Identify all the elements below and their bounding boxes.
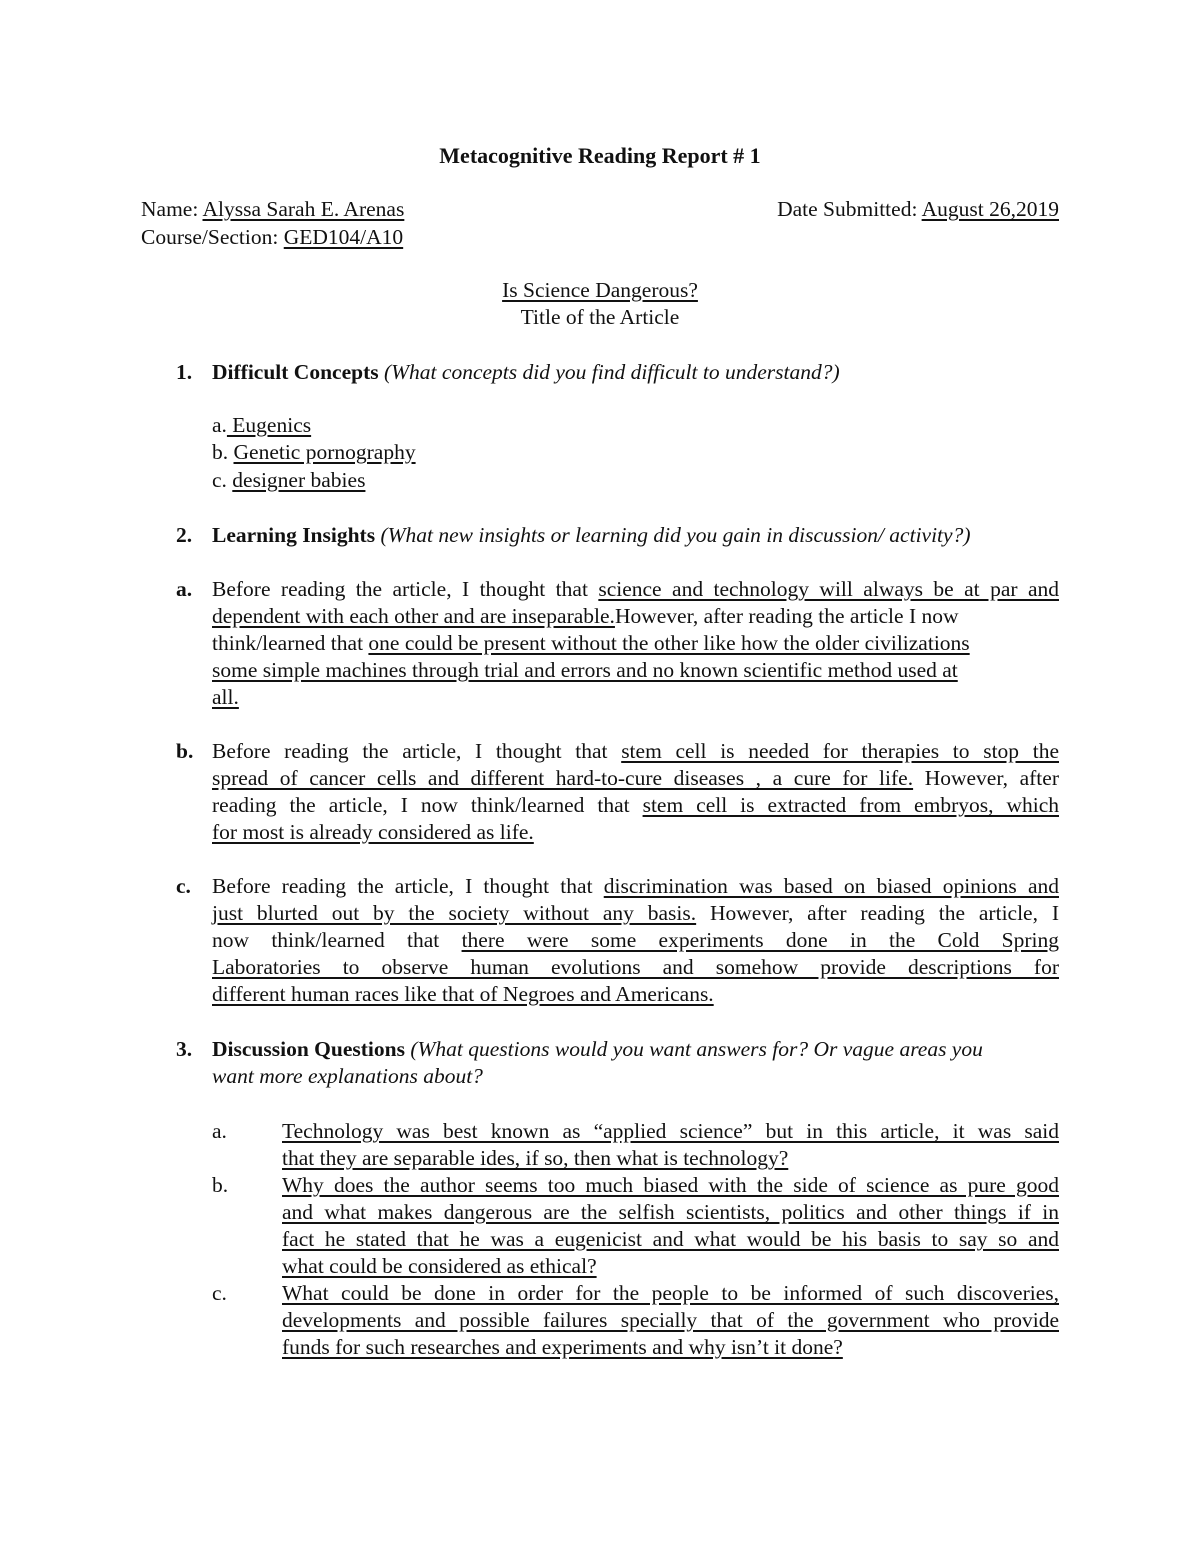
name-row [141,197,404,222]
insight-a-line-4: some simple machines through trial and errors and no known scientific method used at [212,658,958,682]
question-c-line-3: funds for such researches and experiments and why isn’t it done? [282,1335,843,1359]
name-value: Alyssa Sarah E. Arenas [202,197,405,221]
insight-a-line-1: Before reading the article, I thought that science and technology will always be at par and [212,577,1059,601]
section-1-number: 1. [176,360,193,384]
question-a-line-1: Technology was best known as “applied science” but in this article, it was said [282,1119,1059,1143]
insight-a-line-5: all. [212,685,239,709]
insight-c-line-2: just blurted out by the society without any basis. However, after reading the article, I [212,901,1059,925]
insight-b-line-1: Before reading the article, I thought that stem cell is needed for therapies to stop the [212,739,1059,763]
insight-b-line-3: reading the article, I now think/learned that stem cell is extracted from embryos, which [212,793,1059,817]
insight-c-line-3: now think/learned that there were some experiments done in the Cold Spring [212,928,1059,952]
question-a-line-2: that they are separable ides, if so, then what is technology? [282,1146,789,1170]
course-row [141,225,403,250]
name-label: Name: [141,197,203,221]
section-2-number: 2. [176,523,193,547]
section-1-heading: Difficult Concepts (What concepts did you find difficult to understand?) [212,360,840,384]
question-b-line-1: Why does the author seems too much biased with the side of science as pure good [282,1173,1059,1197]
question-a-label: a. [212,1119,227,1143]
insight-c-line-5: different human races like that of Negroes and Americans. [212,982,714,1006]
article-caption: Title of the Article [520,305,680,329]
question-c-label: c. [212,1281,227,1305]
insight-c-line-4: Laboratories to observe human evolutions and somehow provide descriptions for [212,955,1059,979]
article-title: Is Science Dangerous? [502,278,698,302]
insight-a-line-2: dependent with each other and are inseparable.However, after reading the article I now [212,604,959,628]
insight-a-line-3: think/learned that one could be present without the other like how the older civilizations [212,631,970,655]
question-c-line-2: developments and possible failures specially that of the government who provide [282,1308,1059,1332]
question-b-line-3: fact he stated that he was a eugenicist and what would be his basis to say so and [282,1227,1059,1251]
insight-b-line-2: spread of cancer cells and different hard-to-cure diseases , a cure for life. However, after [212,766,1059,790]
question-c-line-1: What could be done in order for the people to be informed of such discoveries, [282,1281,1059,1305]
date-label: Date Submitted: [777,197,922,221]
concept-item-b: b. Genetic pornography [212,440,416,464]
insight-b-line-4: for most is already considered as life. [212,820,534,844]
question-b-label: b. [212,1173,229,1197]
report-title: Metacognitive Reading Report # 1 [439,143,761,168]
insight-c-label: c. [176,874,191,898]
section-3-heading: Discussion Questions (What questions would you want answers for? Or vague areas you [212,1037,983,1061]
date-value: August 26,2019 [921,197,1059,221]
insight-a-label: a. [176,577,193,601]
section-2-heading: Learning Insights (What new insights or learning did you gain in discussion/ activity?) [212,523,971,547]
question-b-line-2: and what makes dangerous are the selfish scientists, politics and other things if in [282,1200,1059,1224]
section-3-prompt-line-2: want more explanations about? [212,1064,483,1088]
insight-b-label: b. [176,739,194,763]
insight-c-line-1: Before reading the article, I thought that discrimination was based on biased opinions and [212,874,1059,898]
question-b-line-4: what could be considered as ethical? [282,1254,597,1278]
course-value: GED104/A10 [283,225,404,249]
concept-item-a: a. Eugenics [212,413,312,437]
date-row [777,197,1059,222]
course-label: Course/Section: [141,225,284,249]
concept-item-c: c. designer babies [212,468,366,492]
section-3-number: 3. [176,1037,193,1061]
